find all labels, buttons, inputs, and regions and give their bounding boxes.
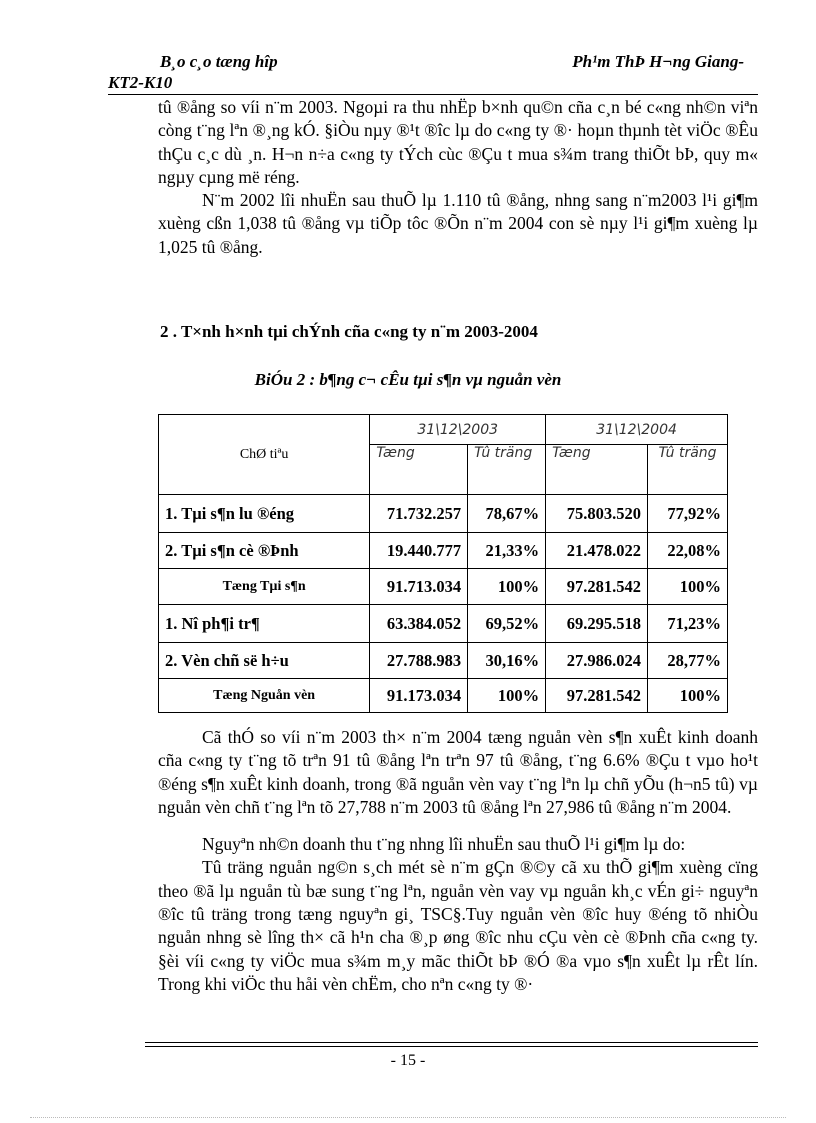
paragraph: Nguyªn nh©n doanh thu t¨ng nhng lîi nhuËn sau thuÕ l¹i gi¶m lµ do: [202, 834, 686, 855]
cell-ratio: 28,77% [648, 643, 728, 679]
cell-value: 97.281.542 [546, 679, 648, 713]
cell-value: 91.173.034 [370, 679, 468, 713]
header-class-code: KT2-K10 [108, 73, 173, 92]
table-row [159, 495, 728, 533]
row-label: Tæng Nguån vèn [159, 679, 370, 713]
paragraph: tû ®ång so víi n¨m 2003. Ngoµi ra thu nhËp b×nh qu©n cña c¸n bé c«ng nh©n viªn còng t¨ng lªn ®¸ng kÓ. §iÒu nµy ®¹t ®îc lµ do c«ng ty ®· hoµn thµnh tèt viÖc ®Êu thÇu c¸c dù ¸n. H¬n n÷a c«ng ty tÝch cùc ®Çu t mua s¾m trang thiÕt bÞ, quy m« ngµy cµng më réng. [158, 97, 758, 187]
col-total-2003: Tæng [370, 445, 468, 495]
cell-ratio: 77,92% [648, 495, 728, 533]
table-row [159, 643, 728, 679]
cell-ratio: 78,67% [468, 495, 546, 533]
page-number: - 15 - [390, 1052, 426, 1069]
footer-divider [145, 1042, 758, 1043]
indicator-header: ChØ tiªu [159, 415, 370, 495]
row-label: 1. Nî ph¶i tr¶ [159, 605, 370, 643]
cell-value: 91.713.034 [370, 569, 468, 605]
bottom-text-block [158, 726, 758, 996]
row-label: 2. Vèn chñ së h÷u [159, 643, 370, 679]
paragraph: Cã thÓ so víi n¨m 2003 th× n¨m 2004 tæng nguån vèn s¶n xuÊt kinh doanh cña c«ng ty t¨ng tõ trªn 91 tû ®ång lªn trªn 97 tû ®ång, t¨ng 6.6% ®Çu t vµo ho¹t ®éng s¶n xuÊt kinh doanh, trong ®ã nguån vèn vay t¨ng lªn lµ chñ yÕu (h¬n5 tû) vµ nguån vèn chñ t¨ng lªn tõ 27,788 n¨m 2003 tû ®ång lªn 27,986 tû ®ång n¨m 2004. [158, 727, 758, 817]
cell-ratio: 100% [468, 569, 546, 605]
header-report-title: B¸o c¸o tæng hîp [160, 52, 278, 71]
section-heading: 2 . T×nh h×nh tµi chÝnh cña c«ng ty n¨m 2003-2004 [160, 322, 538, 341]
header-divider [108, 94, 758, 95]
cell-ratio: 21,33% [468, 533, 546, 569]
cell-value: 97.281.542 [546, 569, 648, 605]
footer-divider [145, 1046, 758, 1047]
table-row [159, 679, 728, 713]
cell-value: 27.788.983 [370, 643, 468, 679]
top-text-block [158, 96, 758, 259]
col-ratio-2003: Tû träng [468, 445, 546, 495]
cell-value: 69.295.518 [546, 605, 648, 643]
row-label: 1. Tµi s¶n lu ®éng [159, 495, 370, 533]
page-edge [30, 1117, 786, 1118]
col-total-2004: Tæng [546, 445, 648, 495]
row-label: 2. Tµi s¶n cè ®Þnh [159, 533, 370, 569]
table-row [159, 533, 728, 569]
paragraph: Tû träng nguån ng©n s¸ch mét sè n¨m gÇn ®©y cã xu thÕ gi¶m xuèng cïng theo ®ã lµ nguån tù bæ sung t¨ng lªn, nguån vèn vay vµ nguån kh¸c vÉn gi÷ nguyªn ®îc tû träng trong tæng nguyªn gi¸ TSC§.Tuy nguån vèn ®îc huy ®éng tõ nhiÒu nguån nhng sè lîng th× cã h¹n cha ®¸p øng ®îc nhu cÇu vèn cè ®Þnh cña c«ng ty. §èi víi c«ng ty viÖc mua s¾m m¸y mãc thiÕt bÞ ®Ó ®a vµo s¶n xuÊt lµ rÊt lín. Trong khi viÖc thu håi vèn chËm, cho nªn c«ng ty ®· [158, 857, 758, 994]
cell-value: 27.986.024 [546, 643, 648, 679]
col-ratio-2004: Tû träng [648, 445, 728, 495]
cell-ratio: 100% [468, 679, 546, 713]
paragraph: N¨m 2002 lîi nhuËn sau thuÕ lµ 1.110 tû ®ång, nhng sang n¨m2003 l¹i gi¶m xuèng cßn 1,038 tû ®ång vµ tiÕp tôc ®Õn n¨m 2004 con sè nµy l¹i gi¶m xuèng lµ 1,025 tû ®ång. [158, 190, 758, 257]
header-author: Ph¹m ThÞ H¬ng Giang- [572, 52, 744, 71]
cell-value: 71.732.257 [370, 495, 468, 533]
period-2003-header: 31\12\2003 [370, 415, 546, 445]
cell-ratio: 71,23% [648, 605, 728, 643]
cell-value: 19.440.777 [370, 533, 468, 569]
cell-ratio: 22,08% [648, 533, 728, 569]
row-label: Tæng Tµi s¶n [159, 569, 370, 605]
cell-ratio: 100% [648, 569, 728, 605]
cell-ratio: 100% [648, 679, 728, 713]
table-row [159, 605, 728, 643]
balance-table [158, 414, 728, 713]
cell-ratio: 30,16% [468, 643, 546, 679]
cell-value: 63.384.052 [370, 605, 468, 643]
cell-value: 21.478.022 [546, 533, 648, 569]
table-title: BiÓu 2 : b¶ng c¬ cÊu tµi s¶n vµ nguån vèn [254, 370, 562, 389]
cell-value: 75.803.520 [546, 495, 648, 533]
table-row [159, 569, 728, 605]
period-2004-header: 31\12\2004 [546, 415, 728, 445]
cell-ratio: 69,52% [468, 605, 546, 643]
